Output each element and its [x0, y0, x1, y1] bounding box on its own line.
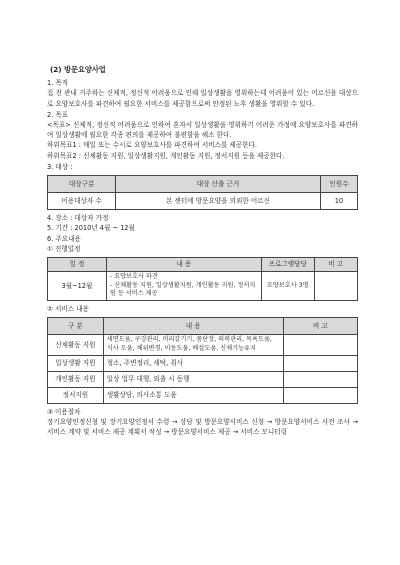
procedure-subheading: ③ 이용절차	[47, 407, 81, 416]
table-row	[48, 355, 358, 371]
service-header-note: 비 고	[283, 318, 357, 335]
table-row	[48, 193, 358, 210]
table-row	[48, 371, 358, 387]
service-cell-note	[283, 371, 357, 387]
schedule-header-period: 일 정	[48, 258, 107, 272]
service-cell-category: 일상생활 지원	[48, 355, 104, 371]
schedule-cell-period: 3월~12월	[48, 272, 107, 301]
table-row	[48, 272, 358, 301]
table-row	[48, 335, 358, 355]
period-line: 5. 기간 : 2010년 4월 ~ 12월	[47, 224, 135, 233]
purpose-text: 집 전 관내 거주하는 신체적, 정신적 어려움으로 인해 일상생활을 영위하는데 어려움이 있는 어르신을 대상으로 요양보호사를 파견하여 필요한 서비스를 제공함으로써 안정된 노후 생활을 영위할 수 있다.	[47, 89, 358, 108]
target-cell-category: 이용대상자 수	[48, 193, 116, 210]
sub-goal-2: 하위목표2 : 신체활동 지원, 일상생활지원, 개인활동 지원, 정서지원 등을 제공한다.	[47, 151, 285, 160]
schedule-cell-content	[106, 272, 261, 301]
service-cell-note	[283, 387, 357, 403]
schedule-cell-staff: 요양보호사 3명	[261, 272, 314, 301]
section-title: (2) 방문요양사업	[50, 65, 106, 74]
service-header-content: 내 용	[103, 318, 283, 335]
table-row	[48, 387, 358, 403]
place-line: 4. 장소 : 대상자 가정	[47, 214, 109, 223]
schedule-header-content: 내 용	[106, 258, 261, 272]
sub-goal-1: 하위목표1 : 매일 또는 수시로 요양보호사를 파견하여 서비스를 제공한다.	[47, 141, 257, 150]
service-cell-note	[283, 335, 357, 355]
goal-text: <목표> 신체적, 정신적 어려움으로 인하여 혼자서 일상생활을 영위하기 어려운 가정에 요양보호사를 파견하여 일상생활에 필요한 각종 편의를 제공하여 불편함을 해소 한다.	[47, 121, 358, 140]
target-header-count: 인원수	[320, 176, 357, 193]
service-cell-note	[283, 355, 357, 371]
service-cell-category: 개인활동 지원	[48, 371, 104, 387]
target-cell-basis: 본 센터에 방문요양을 의뢰한 어르신	[116, 193, 321, 210]
purpose-heading: 1. 목적	[47, 79, 69, 88]
service-cell-content: 생활상담, 의사소통 도움	[103, 387, 283, 403]
schedule-content-line-2: - 신체활동 지원, 일상생활지원, 개인활동 지원, 정서지원 등 서비스 제공	[109, 281, 256, 298]
service-cell-content: 청소, 주변정리, 세탁, 취사	[103, 355, 283, 371]
procedure-text: 장기요양인정신청 및 장기요양인정서 수령 → 상담 및 방문요양서비스 신청 → 방문요양서비스 사전 조사 → 서비스 계약 및 서비스 제공 계획서 작성 → 방문요양서비스 제공 → 서비스 모니터링	[47, 417, 358, 437]
target-heading: 3. 대상 :	[47, 162, 73, 171]
service-table	[47, 317, 358, 403]
goal-heading: 2. 목표	[47, 110, 69, 119]
schedule-table	[47, 257, 358, 301]
service-header-category: 구 분	[48, 318, 104, 335]
service-cell-category: 신체활동 지원	[48, 335, 104, 355]
service-cell-category: 정서지원	[48, 387, 104, 403]
schedule-content-line-1: - 요양보호사 파견	[109, 273, 158, 280]
schedule-cell-note	[314, 272, 357, 301]
content-heading: 6. 주요내용	[47, 234, 81, 243]
service-subheading: ② 서비스 내용	[47, 305, 89, 314]
target-header-category: 대상구분	[48, 176, 116, 193]
schedule-header-note: 비 고	[314, 258, 357, 272]
target-cell-count: 10	[320, 193, 357, 210]
schedule-header-staff: 프로그램담당	[261, 258, 314, 272]
target-table	[47, 175, 358, 210]
schedule-subheading: ① 진행일정	[47, 244, 81, 253]
service-cell-content: 일상 업무 대행, 외출 시 동행	[103, 371, 283, 387]
service-cell-content: 세면도움, 구강관리, 머리감기기, 몸단장, 의복관리, 목욕도움, 식사 도움, 체위변경, 이동도움, 배설도움, 신체기능유지	[103, 335, 283, 355]
target-header-basis: 대상 산출 근거	[116, 176, 321, 193]
